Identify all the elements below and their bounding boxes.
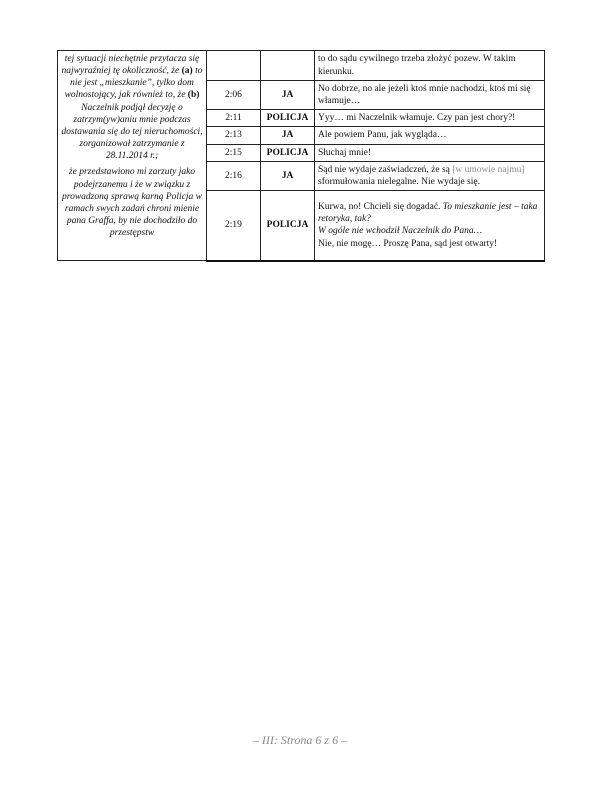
time-cell: 2:19 [207,191,261,261]
time-cell: 2:06 [207,81,261,110]
utterance-cell: Słuchaj mnie! [315,144,545,161]
page-footer: – III: Strona 6 z 6 – [252,733,348,747]
time-cell [207,51,261,81]
table-row [58,51,545,81]
left-note-paragraph: że przedstawiono mi zarzuty jako podejrzanemu i że w związku z prowadzoną sprawą karną Policja w ramach swych zadań chroni mienie pana Graffa, by nie dochodziło do przestępstw [61,167,203,239]
utterance-cell: Kurwa, no! Chcieli się dogadać. To mieszkanie jest – taka retoryka, tak? W ogóle nie wchodził Naczelnik do Pana… Nie, nie mogę… Proszę Pana, sąd jest otwarty! [315,191,545,261]
utterance-cell: to do sądu cywilnego trzeba złożyć pozew. W takim kierunku. [315,51,545,81]
time-cell: 2:13 [207,127,261,144]
speaker-cell: POLICJA [261,191,315,261]
speaker-cell: JA [261,127,315,144]
time-cell: 2:15 [207,144,261,161]
utterance-cell: Sąd nie wydaje zaświadczeń, że są [w umowie najmu] sformułowania nielegalne. Nie wydaje się. [315,161,545,190]
utterance-cell: No dobrze, no ale jeżeli ktoś mnie nachodzi, ktoś mi się włamuje… [315,81,545,110]
time-cell: 2:16 [207,161,261,190]
left-note-paragraph: tej sytuacji niechętnie przytacza się najwyraźniej tę okoliczność, że (a) to nie jest „mieszkanie”, tylko dom wolnostojący, jak również to, że (b) Naczelnik podjął decyzję o zatrzym(yw)aniu mnie podczas dostawania się do tej nieruchomości, zorganizował zatrzymanie z 28.11.2014 r.; [61,54,203,162]
utterance-cell: Ale powiem Panu, jak wygląda… [315,127,545,144]
speaker-cell: JA [261,161,315,190]
speaker-cell [261,51,315,81]
left-column-notes [58,51,207,261]
speaker-cell: POLICJA [261,144,315,161]
time-cell: 2:11 [207,110,261,127]
speaker-cell: POLICJA [261,110,315,127]
speaker-cell: JA [261,81,315,110]
transcript-table [57,50,545,262]
utterance-cell: Yyy… mi Naczelnik włamuje. Czy pan jest chory?! [315,110,545,127]
